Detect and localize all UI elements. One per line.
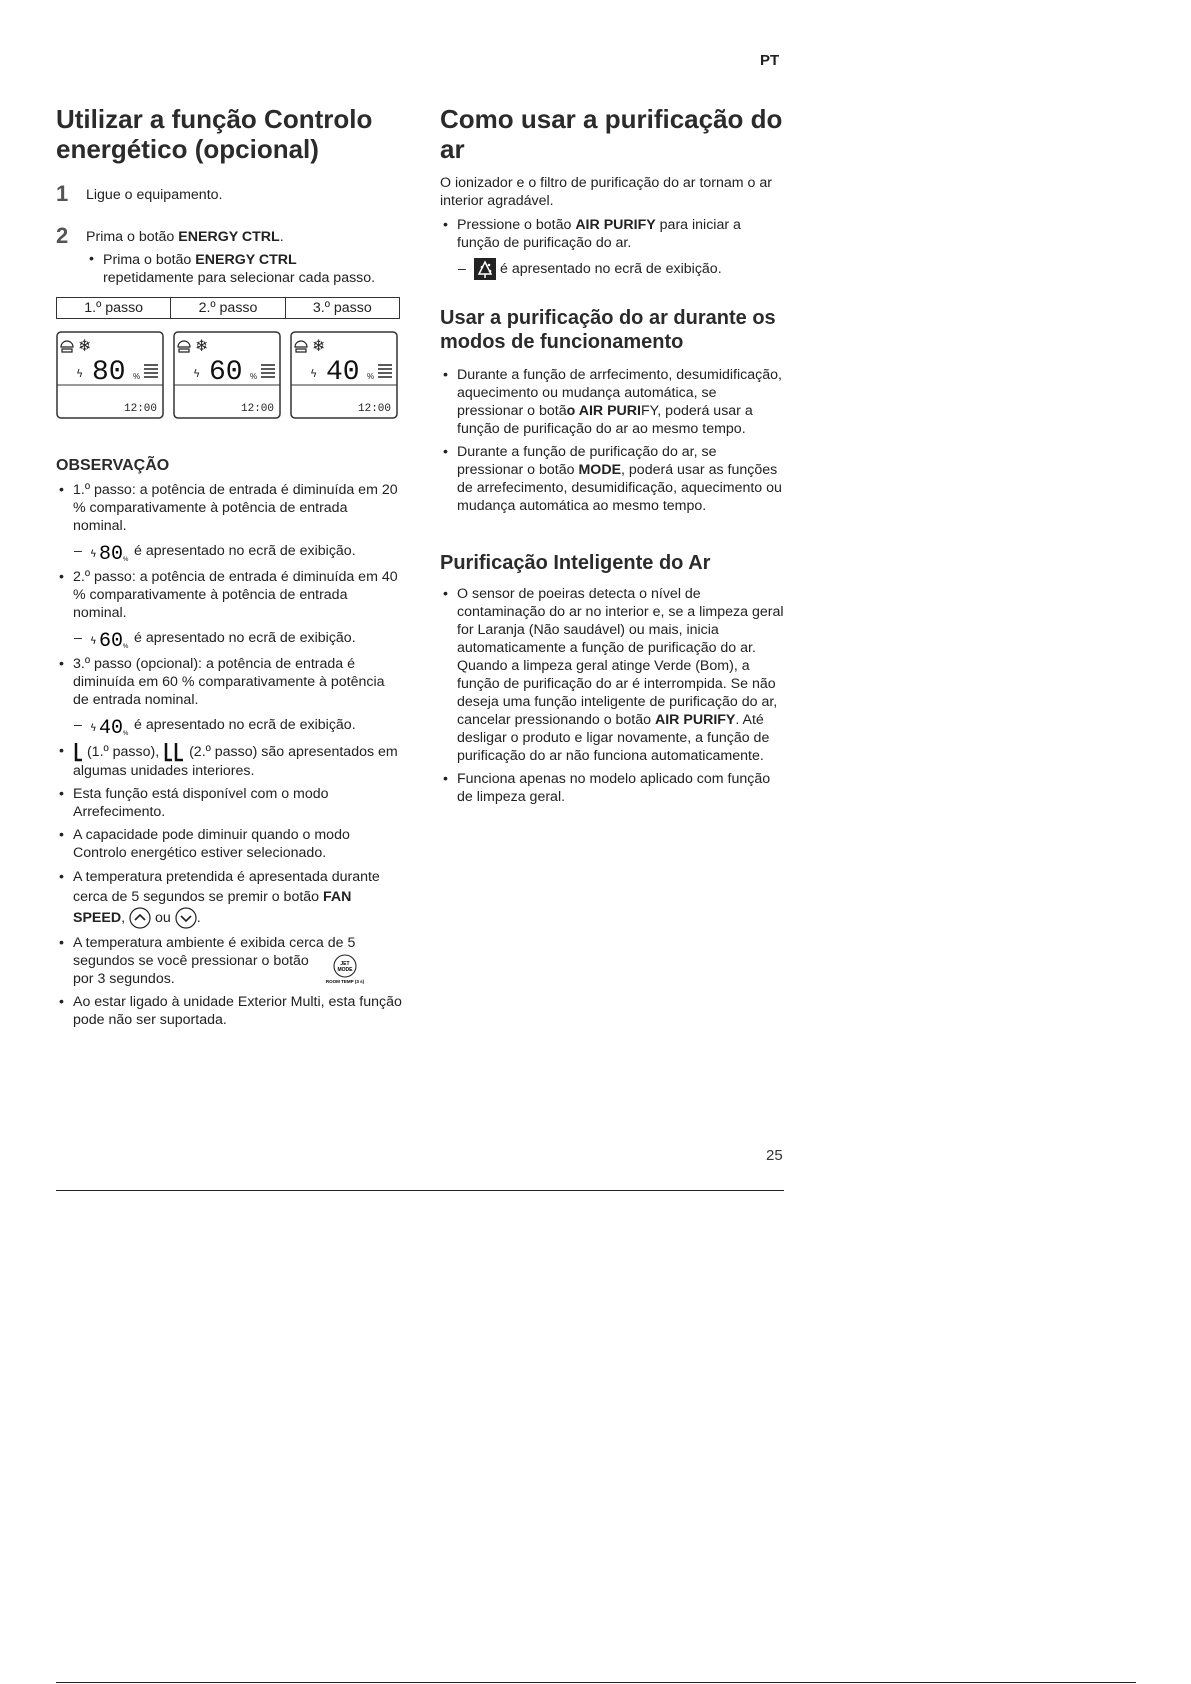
lcd-time: 12:00 bbox=[241, 403, 275, 415]
step-cell-3: 3.º passo bbox=[285, 298, 399, 319]
svg-text:❄: ❄ bbox=[312, 336, 326, 355]
page-bottom-divider bbox=[56, 1682, 1136, 1683]
svg-text:ϟ: ϟ bbox=[310, 367, 318, 380]
obs-item-7: • A temperatura pretendida é apresentada durante cerca de 5 segundos se premir o botão FAN SPEED, ou . bbox=[56, 867, 404, 929]
svg-text:ϟ: ϟ bbox=[90, 636, 97, 647]
lcd-time: 12:00 bbox=[124, 403, 158, 415]
step-number: 2 bbox=[56, 223, 69, 248]
lcd-value: 80 bbox=[92, 357, 126, 388]
step-number: 1 bbox=[56, 181, 69, 206]
lcd-value: 60 bbox=[209, 357, 243, 388]
lcd-40-icon bbox=[90, 713, 130, 737]
step2-bar-icon bbox=[163, 742, 185, 762]
jet-mode-button-icon bbox=[326, 954, 364, 984]
svg-text:❄: ❄ bbox=[195, 336, 209, 355]
obs-item-6: • A capacidade pode diminuir quando o modo Controlo energético estiver selecionado. bbox=[56, 826, 404, 862]
air-purify-intro: O ionizador e o filtro de purificação do ar tornam o ar interior agradável. bbox=[440, 175, 772, 209]
smart-purify-title: Purificação Inteligente do Ar bbox=[440, 552, 711, 574]
svg-text:❄: ❄ bbox=[78, 336, 92, 355]
step-cell-2: 2.º passo bbox=[171, 298, 285, 319]
smart-purify-list bbox=[440, 585, 785, 806]
obs-item-8: • A temperatura ambiente é exibida cerca de 5 segundos se você pressionar o botão JET MODE ROOM TEMP (3 s) por 3 segundos. bbox=[56, 934, 404, 988]
page-number: 25 bbox=[766, 1147, 783, 1164]
svg-text:ϟ: ϟ bbox=[76, 367, 84, 380]
footer-divider bbox=[56, 1190, 784, 1191]
step-text: Prima o botão ENERGY CTRL. bbox=[86, 229, 284, 245]
steps-table bbox=[56, 297, 400, 319]
obs-item-1: • 1.º passo: a potência de entrada é diminuída em 20 % comparativamente à potência de entrada nominal. – ϟ 80 % é apresentado no ecrã de exibição. bbox=[56, 481, 404, 563]
up-arrow-button-icon bbox=[129, 907, 151, 929]
step-2 bbox=[56, 223, 404, 287]
svg-text:ROOM TEMP (3 s): ROOM TEMP (3 s) bbox=[326, 979, 364, 984]
step-1 bbox=[56, 181, 404, 206]
air-purify-display: – é apresentado no ecrã de exibição. bbox=[440, 258, 785, 280]
step-cell-1: 1.º passo bbox=[57, 298, 171, 319]
energy-control-title: Utilizar a função Controlo energético (opcional) bbox=[56, 104, 373, 164]
svg-text:ϟ: ϟ bbox=[193, 367, 201, 380]
lcd-displays bbox=[56, 331, 398, 419]
display-indicator-60: – ϟ 60 % é apresentado no ecrã de exibição. bbox=[56, 626, 404, 650]
svg-text:40: 40 bbox=[99, 717, 124, 737]
svg-text:%: % bbox=[123, 731, 129, 737]
observation-list bbox=[56, 481, 404, 1029]
svg-text:%: % bbox=[367, 372, 375, 381]
obs-item-3: • 3.º passo (opcional): a potência de entrada é diminuída em 60 % comparativamente à potência de entrada nominal. – ϟ 40 % é apresentado no ecrã de exibição. bbox=[56, 655, 404, 737]
lcd-display-step3 bbox=[290, 331, 398, 419]
modes-section-title: Usar a purificação do ar durante os modos de funcionamento bbox=[440, 307, 776, 353]
svg-text:%: % bbox=[123, 557, 129, 563]
left-column bbox=[56, 104, 404, 1034]
obs-item-5: • Esta função está disponível com o modo Arrefecimento. bbox=[56, 785, 404, 821]
svg-text:%: % bbox=[133, 372, 141, 381]
smart-purify-item-1: • O sensor de poeiras detecta o nível de contaminação do ar no interior e, se a limpeza geral for Laranja (Não saudável) ou mais, inicia automaticamente a função de purificação do ar. Quando a limpeza geral atinge Verde (Bom), a função de purificação do ar é interrompida. Se não deseja uma função inteligente de purificação do ar, cancelar pressionando o botão AIR PURIFY. Até desligar o produto e ligar novamente, a função de purificação do ar não funciona automaticamente. bbox=[440, 585, 785, 765]
obs-item-2: • 2.º passo: a potência de entrada é diminuída em 40 % comparativamente à potência de entrada nominal. – ϟ 60 % é apresentado no ecrã de exibição. bbox=[56, 568, 404, 650]
modes-item-2: • Durante a função de purificação do ar, se pressionar o botão MODE, poderá usar as funções de arrefecimento, desumidificação, aquecimento ou mudança automática ao mesmo tempo. bbox=[440, 443, 785, 515]
display-indicator-40: – ϟ 40 % é apresentado no ecrã de exibição. bbox=[56, 713, 404, 737]
sub-text: Prima o botão ENERGY CTRL repetidamente para selecionar cada passo. bbox=[103, 252, 376, 286]
modes-list bbox=[440, 366, 785, 515]
lcd-60-icon bbox=[90, 626, 130, 650]
right-column bbox=[440, 104, 785, 811]
air-purify-item-1: • Pressione o botão AIR PURIFY para iniciar a função de purificação do ar. – é apresentado no ecrã de exibição. bbox=[440, 216, 785, 280]
svg-text:%: % bbox=[123, 644, 129, 650]
svg-text:80: 80 bbox=[99, 543, 124, 563]
svg-text:JET: JET bbox=[340, 961, 350, 967]
air-purify-list bbox=[440, 216, 785, 280]
air-purify-title: Como usar a purificação do ar bbox=[440, 104, 783, 164]
obs-item-9: • Ao estar ligado à unidade Exterior Multi, esta função pode não ser suportada. bbox=[56, 993, 404, 1029]
lcd-80-icon bbox=[90, 539, 130, 563]
lcd-time: 12:00 bbox=[358, 403, 392, 415]
svg-text:MODE: MODE bbox=[337, 967, 353, 973]
obs-item-4: • (1.º passo), (2.º passo) são apresentados em algumas unidades interiores. bbox=[56, 742, 404, 780]
observation-title: OBSERVAÇÃO bbox=[56, 457, 170, 474]
lcd-value: 40 bbox=[326, 357, 360, 388]
smart-purify-item-2: • Funciona apenas no modelo aplicado com função de limpeza geral. bbox=[440, 770, 785, 806]
lcd-display-step2 bbox=[173, 331, 281, 419]
svg-text:60: 60 bbox=[99, 630, 124, 650]
lcd-display-step1 bbox=[56, 331, 164, 419]
svg-text:ϟ: ϟ bbox=[90, 549, 97, 560]
language-code: PT bbox=[760, 52, 780, 69]
step-2-sub: • Prima o botão ENERGY CTRL repetidamente para selecionar cada passo. bbox=[86, 251, 404, 287]
svg-text:%: % bbox=[250, 372, 258, 381]
step-text: Ligue o equipamento. bbox=[86, 187, 223, 203]
display-indicator-80: – ϟ 80 % é apresentado no ecrã de exibição. bbox=[56, 539, 404, 563]
modes-item-1: • Durante a função de arrfecimento, desumidificação, aquecimento ou mudança automática, se pressionar o botão AIR PURIFY, poderá usar a função de purificação do ar ao mesmo tempo. bbox=[440, 366, 785, 438]
down-arrow-button-icon bbox=[175, 907, 197, 929]
air-purify-indicator-icon bbox=[474, 258, 496, 280]
svg-text:ϟ: ϟ bbox=[90, 723, 97, 734]
step1-bar-icon bbox=[73, 742, 83, 762]
